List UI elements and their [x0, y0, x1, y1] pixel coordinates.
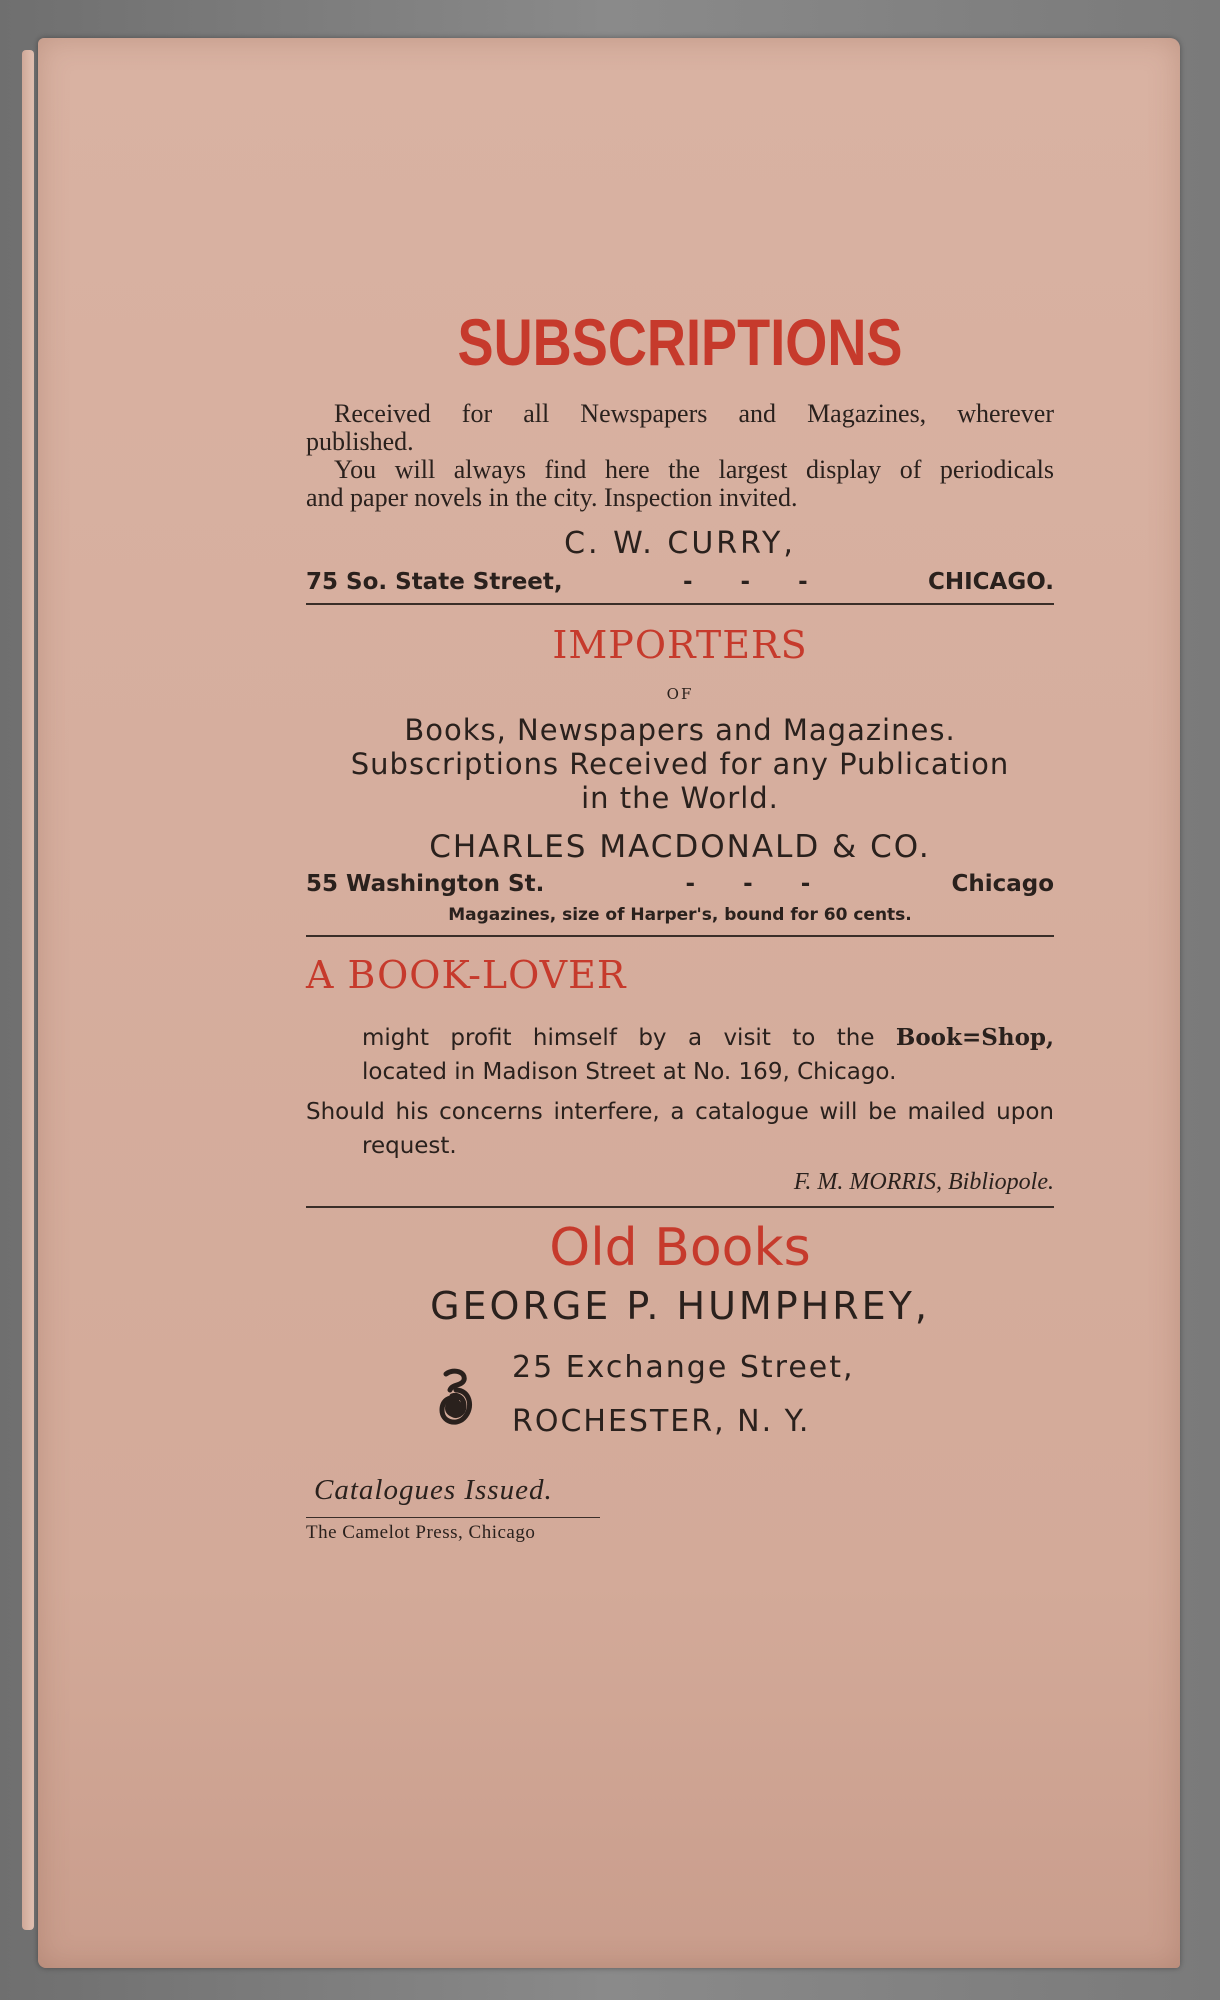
macdonald-note: Magazines, size of Harper's, bound for 60 cents. — [448, 905, 912, 925]
catalogues-issued: Catalogues Issued. — [314, 1473, 553, 1506]
subscriptions-para1-line2: published. — [306, 427, 414, 456]
importers-of: OF — [666, 685, 694, 703]
printers-ornament-icon — [436, 1368, 476, 1428]
humphrey-street: 25 Exchange Street, — [512, 1349, 855, 1385]
booklover-para1-text: might profit himself by a visit to the — [362, 1025, 896, 1051]
booklover-para1 — [306, 1021, 1054, 1055]
press-divider — [306, 1517, 600, 1519]
importers-line3: in the World. — [581, 781, 779, 815]
importers-line1: Books, Newspapers and Magazines. — [404, 713, 956, 747]
printer-imprint: The Camelot Press, Chicago — [306, 1522, 536, 1543]
curry-name: C. W. CURRY, — [564, 526, 796, 561]
divider — [306, 603, 1054, 605]
humphrey-address — [306, 1346, 1054, 1456]
booklover-title: A BOOK-LOVER — [306, 953, 627, 997]
macdonald-city: Chicago — [951, 871, 1054, 897]
importers-title: IMPORTERS — [552, 623, 808, 667]
curry-city: CHICAGO. — [927, 569, 1054, 595]
curry-dashes: - - - — [682, 569, 808, 595]
humphrey-city: ROCHESTER, N. Y. — [512, 1403, 811, 1439]
curry-address: 75 So. State Street, — [306, 569, 563, 595]
booklover-para1-line2: located in Madison Street at No. 169, Chicago. — [362, 1059, 897, 1085]
subscriptions-section — [306, 300, 1054, 605]
page-edge — [22, 50, 34, 1930]
macdonald-address-row — [306, 871, 1054, 897]
importers-section — [306, 623, 1054, 937]
subscriptions-title: SUBSCRIPTIONS — [457, 305, 903, 379]
morris-signature: F. M. MORRIS, Bibliopole. — [793, 1169, 1054, 1195]
booklover-para2: Should his concerns interfere, a catalogue will be mailed upon request. — [306, 1099, 1054, 1159]
divider — [306, 1206, 1054, 1208]
importers-line2: Subscriptions Received for any Publication — [350, 747, 1010, 781]
divider — [306, 935, 1054, 937]
subscriptions-para2-line2: and paper novels in the city. Inspection invited. — [306, 483, 798, 512]
macdonald-dashes: - - - — [685, 871, 811, 897]
oldbooks-title: Old Books — [549, 1217, 811, 1278]
macdonald-address: 55 Washington St. — [306, 871, 545, 897]
advertisement-content — [306, 300, 1054, 1544]
subscriptions-para1-line1: Received for all Newspapers and Magazines, wherever — [334, 399, 1054, 428]
subscriptions-para2-line1: You will always find here the largest display of periodicals — [334, 455, 1054, 484]
curry-address-row — [306, 569, 1054, 595]
bookshop-name: Book=Shop, — [895, 1024, 1054, 1051]
oldbooks-section — [306, 1218, 1054, 1545]
macdonald-name: CHARLES MACDONALD & CO. — [429, 829, 931, 865]
humphrey-name: GEORGE P. HUMPHREY, — [430, 1283, 930, 1328]
booklover-section — [306, 953, 1054, 1208]
